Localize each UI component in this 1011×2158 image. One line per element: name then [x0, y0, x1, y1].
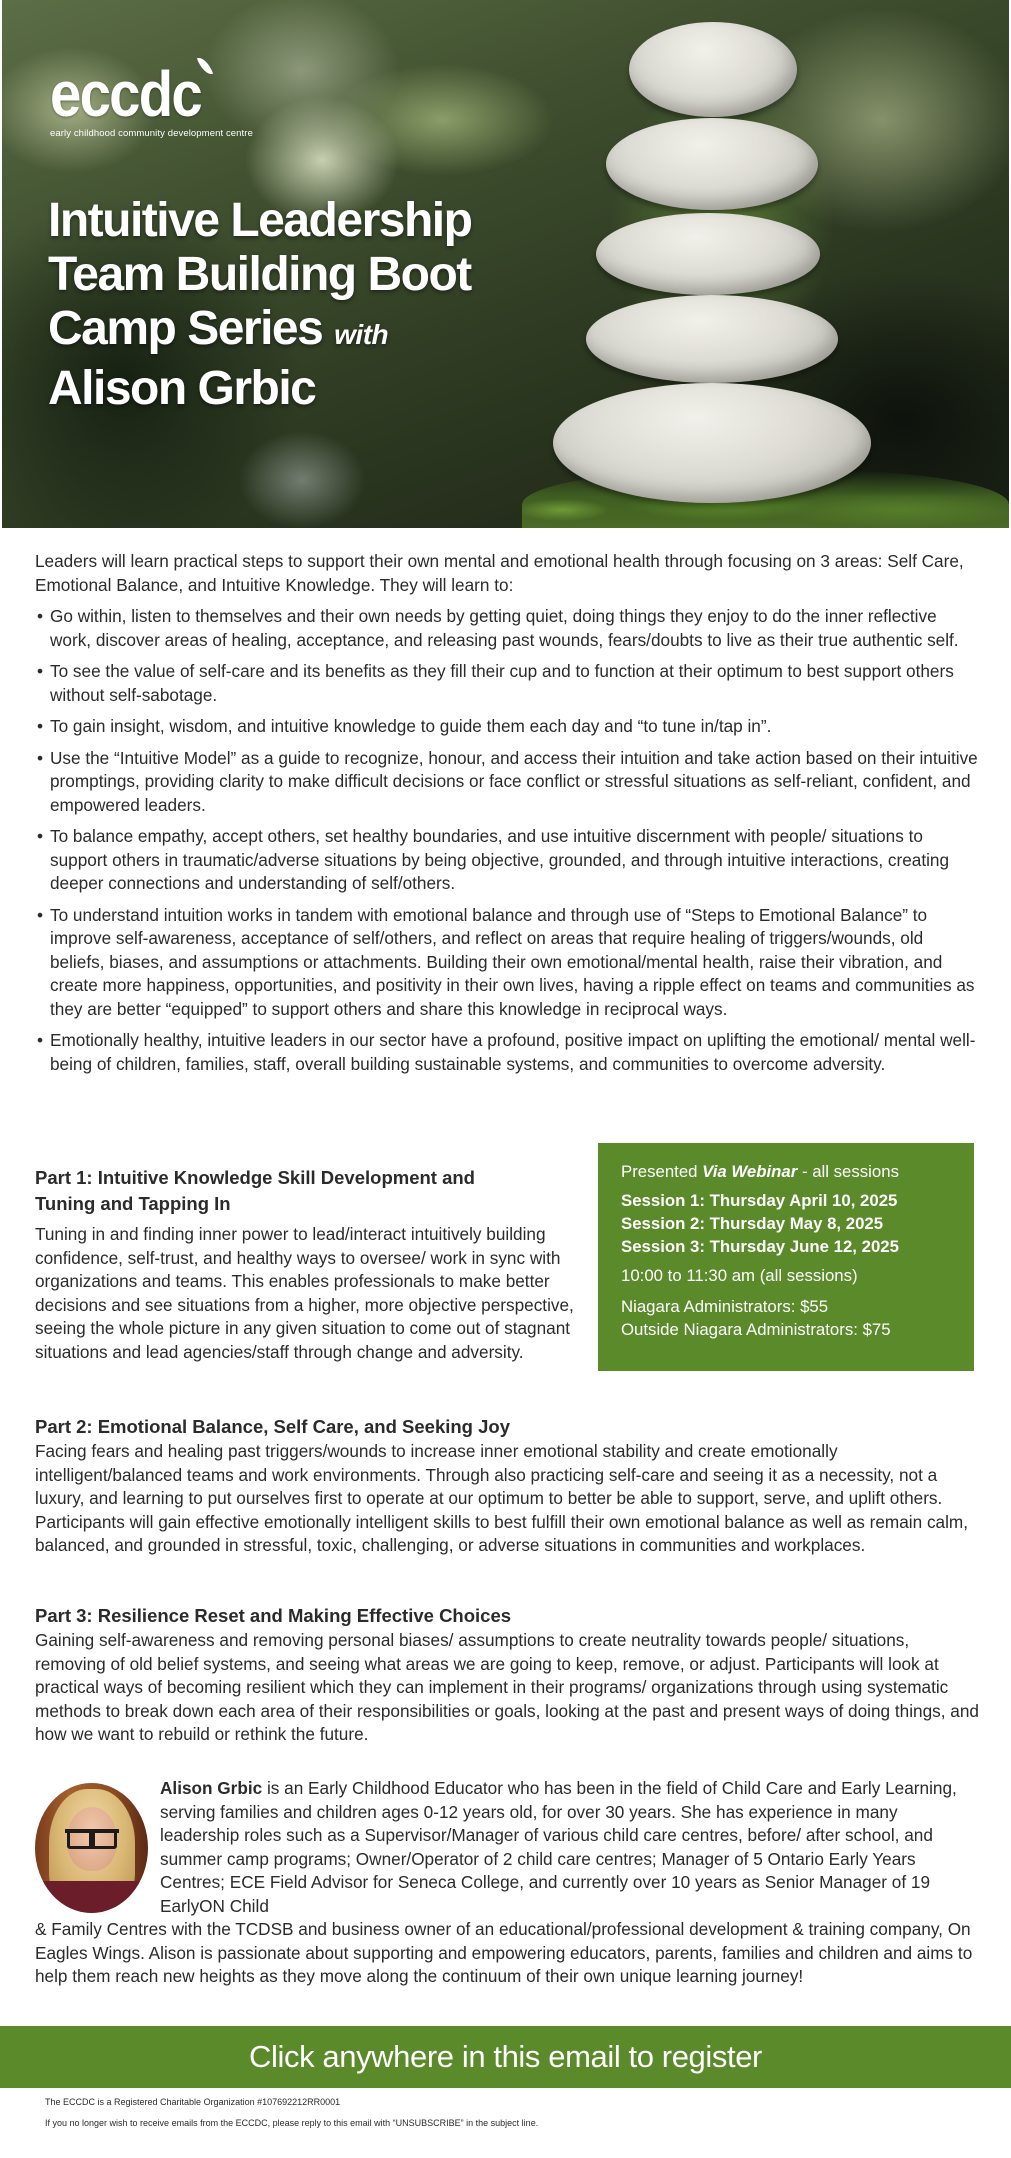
bullet-icon: • — [37, 826, 44, 846]
price-outside-niagara: Outside Niagara Administrators: $75 — [621, 1320, 891, 1339]
bullet-icon: • — [37, 1030, 44, 1050]
session-info-box — [598, 1143, 974, 1371]
register-label: Click anywhere in this email to register — [249, 2039, 762, 2074]
part-3-heading: Part 3: Resilience Reset and Making Effective Choices — [35, 1605, 512, 1626]
list-item: • To balance empathy, accept others, set healthy boundaries, and use intuitive discernment with people/ situations to support others in traumatic/adverse situations by being objective, grounded, and through intuitive interactions, creating deeper connections and understanding of self/others. — [37, 826, 950, 893]
footer — [45, 2096, 538, 2138]
title-presenter-name: Alison Grbic — [48, 362, 316, 415]
bullet-icon: • — [37, 606, 44, 626]
page-title — [48, 194, 518, 416]
bio-paragraph: Alison Grbic is an Early Childhood Educator who has been in the field of Child Care and Early Learning, serving families and children ages 0-12 years old, for over 30 years. She has experience in many leadership roles such as a Supervisor/Manager of various child care centres, before/ after school, and summer camp programs; Owner/Operator of 2 child care centres; Manager of 5 Ontario Early Years Centres; ECE Field Advisor for Seneca College, and currently over 10 years as Senior Manager of 19 EarlyON Child — [160, 1778, 957, 1916]
list-item: • Use the “Intuitive Model” as a guide to recognize, honour, and access their intuition and take action based on their intuitive promptings, providing clarity to make difficult decisions or face conflict or stressful situations as self-reliant, confident, and empowered leaders. — [37, 747, 978, 815]
stone-image — [553, 383, 871, 503]
title-with: with — [334, 319, 389, 350]
unsubscribe-notice: If you no longer wish to receive emails from the ECCDC, please reply to this email with “UNSUBSCRIBE” in the subject line. — [45, 2118, 539, 2128]
bullet-icon: • — [37, 716, 44, 736]
title-line: Intuitive Leadership — [48, 194, 472, 247]
session-date: Session 3: Thursday June 12, 2025 — [621, 1237, 899, 1256]
charity-notice: The ECCDC is a Registered Charitable Organization #107692212RR0001 — [45, 2097, 341, 2107]
intro-paragraph: Leaders will learn practical steps to support their own mental and emotional health through focusing on 3 areas: Self Care, Emotional Balance, and Intuitive Knowledge. They will learn to: — [35, 551, 964, 595]
part-3-section — [35, 1603, 980, 1747]
list-item: • To see the value of self-care and its benefits as they fill their cup and to function at their optimum to best support others without self-sabotage. — [37, 661, 954, 705]
stone-image — [629, 22, 797, 117]
part-2-section — [35, 1414, 980, 1558]
price-niagara: Niagara Administrators: $55 — [621, 1297, 829, 1316]
title-line: Camp Series with — [48, 302, 389, 355]
webinar-label: Via Webinar — [702, 1162, 798, 1181]
logo-wordmark: eccdc — [50, 58, 201, 130]
bio-paragraph-continued: & Family Centres with the TCDSB and business owner of an educational/professional development & training company, On Eagles Wings. Alison is passionate about supporting and empowering educators, parents, families and children and aims to help them reach new heights as they move along the continuum of their own unique learning journey! — [35, 1919, 973, 1986]
part-3-body: Gaining self-awareness and removing personal biases/ assumptions to create neutrality towards people/ situations, removing of old belief systems, and seeing what areas we are going to keep, remove, or adjust. Participants will look at practical ways of becoming resilient which they can implement in their programs/ organizations through using systematic methods to break down each area of their responsibilities or goals, looking at the past and present ways of doing things, and how we want to rebuild or rethink the future. — [35, 1630, 979, 1744]
title-line: Team Building Boot — [48, 248, 471, 301]
bullet-icon: • — [37, 904, 44, 925]
session-date: Session 2: Thursday May 8, 2025 — [621, 1214, 884, 1233]
register-button[interactable] — [0, 2026, 1011, 2088]
presenter-bio — [35, 1777, 980, 1989]
avatar — [35, 1783, 148, 1913]
hero-banner[interactable] — [2, 0, 1009, 528]
part-1-section — [35, 1165, 580, 1364]
list-item: • To gain insight, wisdom, and intuitive knowledge to guide them each day and “to tune in/tap in”. — [35, 715, 980, 739]
stone-image — [596, 213, 820, 295]
presenter-name: Alison Grbic — [160, 1778, 263, 1798]
presented-line: Presented Via Webinar - all sessions — [621, 1162, 899, 1181]
bullet-icon: • — [37, 747, 44, 768]
part-2-heading: Part 2: Emotional Balance, Self Care, and Seeking Joy — [35, 1416, 510, 1437]
eccdc-logo — [50, 58, 253, 139]
logo-tagline: early childhood community development centre — [50, 128, 253, 139]
bullet-icon: • — [37, 661, 44, 681]
learning-outcomes-list — [35, 605, 980, 1076]
intro-section — [35, 550, 980, 1084]
stone-image — [586, 295, 838, 383]
list-item: • Go within, listen to themselves and their own needs by getting quiet, doing things they enjoy to do the inner reflective work, discover areas of healing, acceptance, and releasing past wounds, fears/doubts to live as their true authentic self. — [37, 606, 959, 650]
part-1-body: Tuning in and finding inner power to lead/interact intuitively building confidence, self-trust, and healthy ways to oversee/ work in sync with organizations and teams. This enables professionals to make better decisions and see situations from a higher, more objective perspective, seeing the whole picture in any given situation to come out of stagnant situations and lead agencies/staff through change and adversity. — [35, 1224, 574, 1362]
stone-image — [606, 118, 818, 210]
session-time: 10:00 to 11:30 am (all sessions) — [621, 1266, 858, 1285]
list-item: • To understand intuition works in tandem with emotional balance and through use of “Steps to Emotional Balance” to improve self-awareness, acceptance of self/others, and reflect on areas that require healing of triggers/wounds, old beliefs, biases, and assumptions or attachments. Building their own emotional/mental health, raise their vibration, and create more happiness, opportunities, and positivity in their own lives, having a ripple effect on teams and communities as they are better “equipped” to support others and share this knowledge in reciprocal ways. — [37, 904, 975, 1019]
session-date: Session 1: Thursday April 10, 2025 — [621, 1191, 898, 1210]
part-1-heading: Part 1: Intuitive Knowledge Skill Development and Tuning and Tapping In — [35, 1167, 475, 1214]
list-item: • Emotionally healthy, intuitive leaders in our sector have a profound, positive impact on uplifting the emotional/ mental well-being of children, families, staff, overall building sustainable systems, and communities to overcome adversity. — [37, 1030, 976, 1074]
part-2-body: Facing fears and healing past triggers/wounds to increase inner emotional stability and create emotionally intelligent/balanced teams and work environments. Through also practicing self-care and seeing it as a necessity, not a luxury, and learning to put ourselves first to operate at our optimum to better be able to support, serve, and uplift others. Participants will gain effective emotionally intelligent skills to best fulfill their own emotional balance as well as remain calm, balanced, and grounded in stressful, toxic, challenging, or adverse situations in communities and workplaces. — [35, 1441, 969, 1555]
